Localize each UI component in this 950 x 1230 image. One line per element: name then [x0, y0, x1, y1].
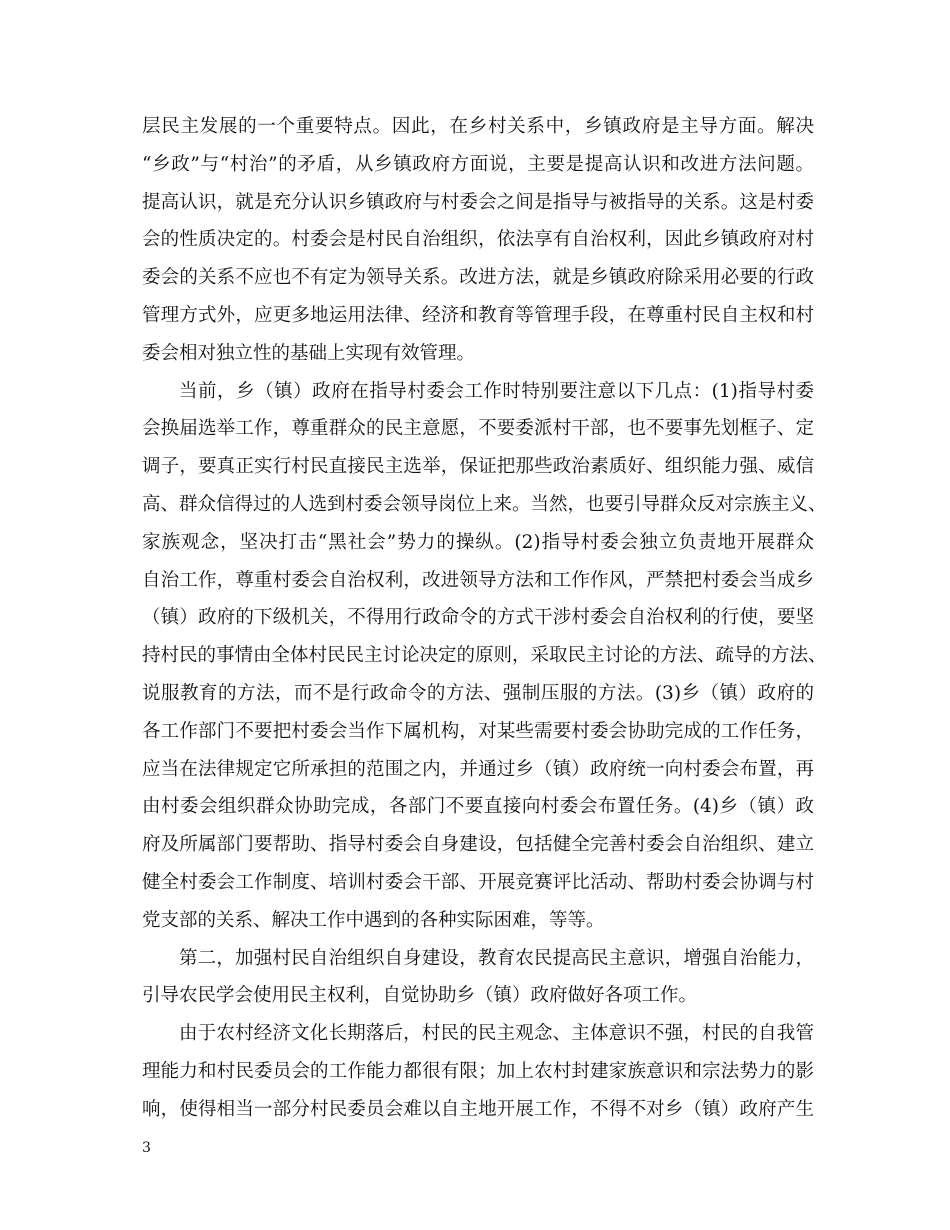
page-number: 3 [142, 1140, 151, 1156]
text-line: 应当在法律规定它所承担的范围之内，并通过乡（镇）政府统一向村委会布置，再 [142, 758, 814, 780]
text-line: 管理方式外，应更多地运用法律、经济和教育等管理手段，在尊重村民自主权和村 [142, 304, 814, 326]
text-line: 由村委会组织群众协助完成，各部门不要直接向村委会布置任务。(4)乡（镇）政 [142, 796, 814, 818]
text-line: 党支部的关系、解决工作中遇到的各种实际困难，等等。 [142, 909, 605, 931]
text-line: “乡政”与“村治”的矛盾，从乡镇政府方面说，主要是提高认识和改进方法问题。 [142, 153, 814, 175]
text-line: 家族观念，坚决打击“黑社会”势力的操纵。(2)指导村委会独立负责地开展群众 [142, 531, 814, 553]
text-line: 府及所属部门要帮助、指导村委会自身建设，包括健全完善村委会自治组织、建立 [142, 834, 814, 856]
paragraph [142, 373, 827, 940]
text-line: 当前，乡（镇）政府在指导村委会工作时特别要注意以下几点：(1)指导村委 [179, 380, 814, 402]
text-line: 响，使得相当一部分村民委员会难以自主地开展工作，不得不对乡（镇）政府产生 [142, 1098, 814, 1120]
text-line: 持村民的事情由全体村民民主讨论决定的原则，采取民主讨论的方法、疏导的方法、 [142, 645, 827, 667]
text-line: 调子，要真正实行村民直接民主选举，保证把那些政治素质好、组织能力强、威信 [142, 456, 814, 478]
text-line: 层民主发展的一个重要特点。因此，在乡村关系中，乡镇政府是主导方面。解决 [142, 116, 814, 137]
text-line: 引导农民学会使用民主权利，自觉协助乡（镇）政府做好各项工作。 [142, 985, 698, 1007]
paragraph [142, 108, 814, 373]
text-line: 自治工作，尊重村委会自治权利，改进领导方法和工作作风，严禁把村委会当成乡 [142, 569, 814, 591]
text-line: 高、群众信得过的人选到村委会领导岗位上来。当然，也要引导群众反对宗族主义、 [142, 493, 827, 515]
text-line: 委会的关系不应也不有定为领导关系。改进方法，就是乡镇政府除采用必要的行政 [142, 267, 814, 289]
text-line: （镇）政府的下级机关，不得用行政命令的方式干涉村委会自治权利的行使，要坚 [142, 607, 814, 629]
text-line: 会的性质决定的。村委会是村民自治组织，依法享有自治权利，因此乡镇政府对村 [142, 229, 814, 251]
text-line: 理能力和村民委员会的工作能力都很有限；加上农村封建家族意识和宗法势力的影 [142, 1060, 814, 1082]
paragraph [142, 940, 814, 1016]
text-line: 第二，加强村民自治组织自身建设，教育农民提高民主意识，增强自治能力， [179, 947, 814, 969]
text-line: 说服教育的方法，而不是行政命令的方法、强制压服的方法。(3)乡（镇）政府的 [142, 682, 814, 704]
text-line: 健全村委会工作制度、培训村委会干部、开展竞赛评比活动、帮助村委会协调与村 [142, 871, 814, 893]
text-line: 会换届选举工作，尊重群众的民主意愿，不要委派村干部，也不要事先划框子、定 [142, 418, 814, 440]
body-text [142, 108, 827, 1129]
text-line: 各工作部门不要把村委会当作下属机构，对某些需要村委会协助完成的工作任务， [142, 720, 814, 742]
paragraph [142, 1015, 814, 1128]
text-line: 由于农村经济文化长期落后，村民的民主观念、主体意识不强，村民的自我管 [179, 1023, 814, 1045]
text-line: 委会相对独立性的基础上实现有效管理。 [142, 342, 476, 364]
text-line: 提高认识，就是充分认识乡镇政府与村委会之间是指导与被指导的关系。这是村委 [142, 191, 814, 213]
